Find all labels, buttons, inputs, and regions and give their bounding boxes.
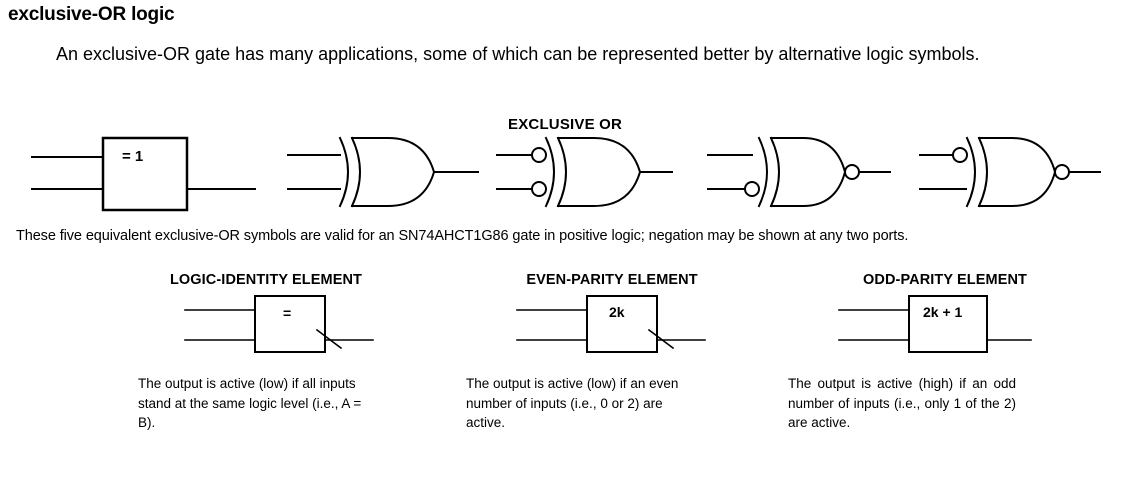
symbol-xor-inverted-inputs bbox=[497, 138, 672, 206]
symbol-row bbox=[0, 132, 1145, 222]
column-logic-identity bbox=[110, 272, 450, 433]
symbol-xor-inverted-input-output bbox=[708, 138, 890, 206]
svg-text:=: = bbox=[283, 305, 292, 321]
svg-text:2k: 2k bbox=[609, 304, 625, 320]
exclusive-or-label: EXCLUSIVE OR bbox=[508, 116, 623, 133]
column-heading: ODD-PARITY ELEMENT bbox=[863, 272, 1027, 288]
logic-identity-symbol-svg bbox=[155, 292, 405, 362]
column-heading: LOGIC-IDENTITY ELEMENT bbox=[169, 272, 363, 288]
symbols-caption: These five equivalent exclusive-OR symbols are valid for an SN74AHCT1G86 gate in positive logic; negation may be shown at any two ports. bbox=[16, 228, 909, 244]
column-description: The output is active (low) if all inputs stand at the same logic level (i.e., A = B). bbox=[138, 376, 362, 431]
symbol-xor-inverted-top-and-output bbox=[920, 138, 1100, 206]
odd-parity-symbol-svg bbox=[825, 292, 1075, 362]
column-description: The output is active (low) if an even number of inputs (i.e., 0 or 2) are active. bbox=[466, 376, 679, 431]
symbol-rectangular-iec bbox=[32, 138, 255, 210]
svg-text:2k + 1: 2k + 1 bbox=[923, 304, 963, 320]
even-parity-symbol-svg bbox=[497, 292, 747, 362]
column-even-parity bbox=[452, 272, 792, 433]
column-odd-parity bbox=[780, 272, 1120, 433]
column-description: The output is active (high) if an odd number of inputs (i.e., only 1 of the 2) are active. bbox=[788, 376, 1016, 431]
five-equivalent-symbols-svg bbox=[0, 132, 1145, 222]
symbol-xor-distinctive bbox=[288, 138, 478, 206]
column-heading: EVEN-PARITY ELEMENT bbox=[526, 272, 698, 288]
intro-paragraph: An exclusive-OR gate has many applications, some of which can be represented better by alternative logic symbols. bbox=[56, 44, 980, 64]
svg-text:= 1: = 1 bbox=[122, 148, 144, 165]
page-title: exclusive-OR logic bbox=[8, 4, 175, 25]
